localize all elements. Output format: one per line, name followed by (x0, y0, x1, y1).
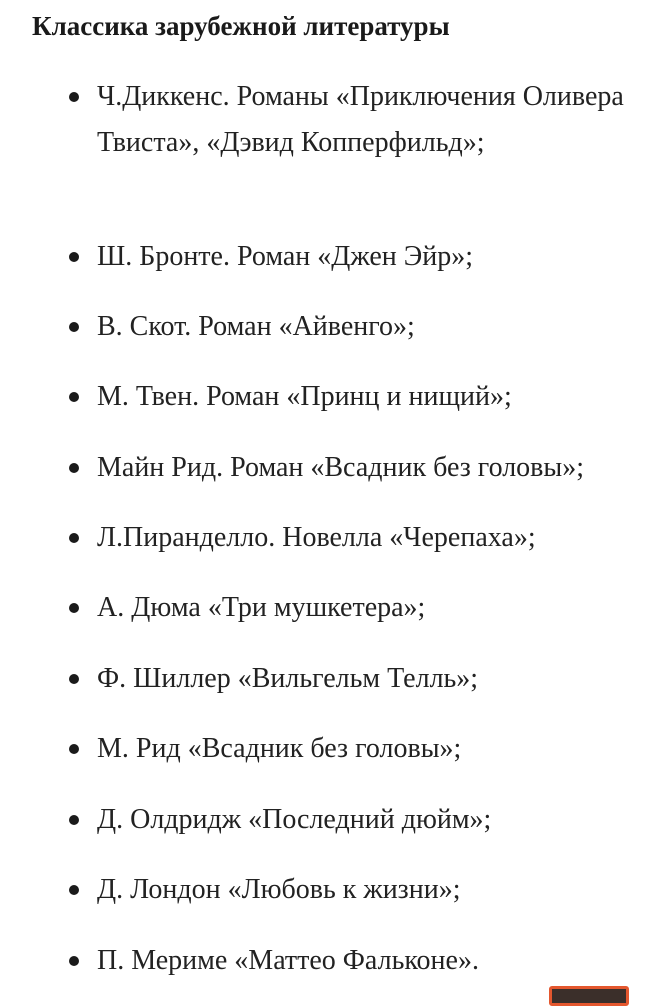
section-heading: Классика зарубежной литературы (32, 11, 450, 41)
bullet-icon (69, 603, 79, 613)
bullet-icon (69, 322, 79, 332)
bullet-icon (69, 815, 79, 825)
bullet-icon (69, 392, 79, 402)
bullet-icon (69, 252, 79, 262)
list-item-text: В. Скот. Роман «Айвенго»; (97, 311, 415, 342)
list-item (97, 585, 637, 631)
list-item (97, 445, 637, 491)
list-item (97, 234, 637, 280)
list-item-text: Ч.Диккенс. Романы «Приключения Оливера Твиста», «Дэвид Копперфильд»; (97, 81, 624, 158)
list-item-text: Ш. Бронте. Роман «Джен Эйр»; (97, 241, 473, 272)
list-item (97, 74, 637, 166)
list-item-text: М. Рид «Всадник без головы»; (97, 733, 462, 764)
bullet-icon (69, 92, 79, 102)
bullet-icon (69, 533, 79, 543)
bullet-icon (69, 885, 79, 895)
list-item-text: Майн Рид. Роман «Всадник без головы»; (97, 452, 584, 483)
list-item-text: М. Твен. Роман «Принц и нищий»; (97, 381, 512, 412)
list-item (97, 515, 637, 561)
scroll-to-top-button[interactable] (549, 986, 629, 1006)
list-item (97, 938, 637, 984)
bullet-icon (69, 744, 79, 754)
list-item-text: Д. Олдридж «Последний дюйм»; (97, 804, 492, 835)
list-item-text: П. Мериме «Маттео Фальконе». (97, 945, 479, 976)
bullet-icon (69, 463, 79, 473)
list-item (97, 374, 637, 420)
list-item (97, 304, 637, 350)
list-item-text: Ф. Шиллер «Вильгельм Телль»; (97, 663, 479, 694)
bullet-icon (69, 956, 79, 966)
bullet-icon (69, 674, 79, 684)
list-item-text: А. Дюма «Три мушкетера»; (97, 592, 426, 623)
list-item (97, 656, 637, 702)
list-item (97, 797, 637, 843)
list-item-text: Л.Пиранделло. Новелла «Черепаха»; (97, 522, 536, 553)
list-item (97, 726, 637, 772)
list-item (97, 867, 637, 913)
list-item-text: Д. Лондон «Любовь к жизни»; (97, 874, 461, 905)
